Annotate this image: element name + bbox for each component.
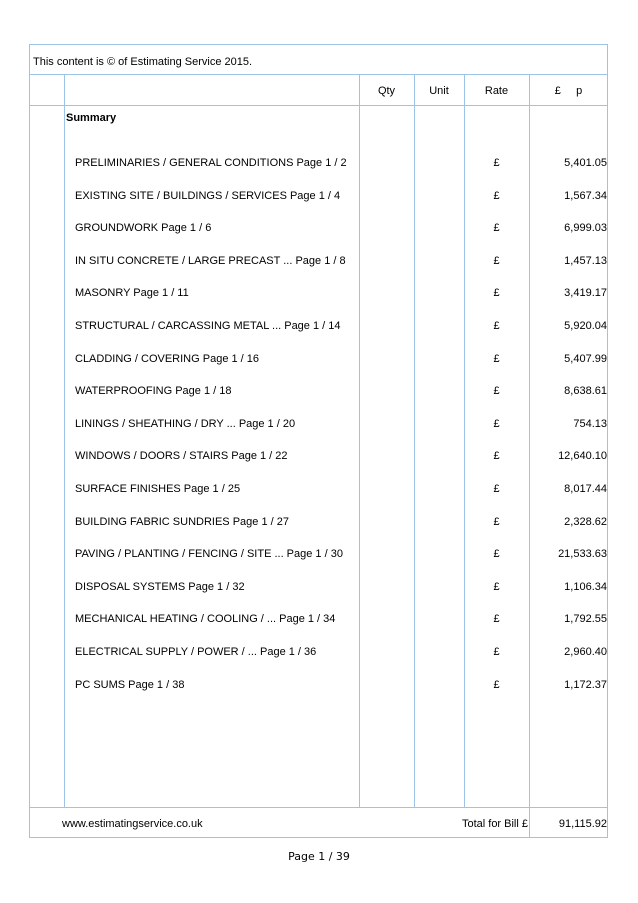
item-currency: £ xyxy=(493,548,500,560)
item-currency: £ xyxy=(493,418,500,430)
item-currency: £ xyxy=(493,222,500,234)
item-description: MECHANICAL HEATING / COOLING / ... Page 1 / 34 xyxy=(75,613,336,625)
item-description: EXISTING SITE / BUILDINGS / SERVICES Page 1 / 4 xyxy=(75,190,341,202)
column-header-divider xyxy=(29,105,608,106)
item-description: MASONRY Page 1 / 11 xyxy=(75,287,189,299)
item-amount: 754.13 xyxy=(573,418,607,430)
item-amount: 2,960.40 xyxy=(564,646,607,658)
item-description: PC SUMS Page 1 / 38 xyxy=(75,679,185,691)
section-title: Summary xyxy=(66,112,117,124)
item-amount: 2,328.62 xyxy=(564,516,607,528)
item-amount: 1,172.37 xyxy=(564,679,607,691)
rate-header: Rate xyxy=(484,85,509,97)
item-amount: 8,017.44 xyxy=(564,483,607,495)
item-description: ELECTRICAL SUPPLY / POWER / ... Page 1 / 36 xyxy=(75,646,317,658)
item-amount: 5,407.99 xyxy=(564,353,607,365)
item-currency: £ xyxy=(493,646,500,658)
item-amount: 3,419.17 xyxy=(564,287,607,299)
item-description: PRELIMINARIES / GENERAL CONDITIONS Page 1 / 2 xyxy=(75,157,347,169)
qty-header: Qty xyxy=(377,85,396,97)
item-amount: 5,401.05 xyxy=(564,157,607,169)
item-description: WATERPROOFING Page 1 / 18 xyxy=(75,385,232,397)
item-amount: 5,920.04 xyxy=(564,320,607,332)
item-amount: 1,106.34 xyxy=(564,581,607,593)
item-amount: 8,638.61 xyxy=(564,385,607,397)
header-divider xyxy=(29,74,608,75)
item-currency: £ xyxy=(493,320,500,332)
copyright-notice: This content is © of Estimating Service 2015. xyxy=(33,56,253,68)
item-amount: 6,999.03 xyxy=(564,222,607,234)
item-description: PAVING / PLANTING / FENCING / SITE ... Page 1 / 30 xyxy=(75,548,343,560)
footer-divider xyxy=(29,807,608,808)
item-currency: £ xyxy=(493,255,500,267)
item-amount: 21,533.63 xyxy=(558,548,607,560)
item-currency: £ xyxy=(493,287,500,299)
rate-column-line xyxy=(464,74,465,807)
item-currency: £ xyxy=(493,516,500,528)
item-description: SURFACE FINISHES Page 1 / 25 xyxy=(75,483,241,495)
item-amount: 1,457.13 xyxy=(564,255,607,267)
item-description: DISPOSAL SYSTEMS Page 1 / 32 xyxy=(75,581,245,593)
item-description: LININGS / SHEATHING / DRY ... Page 1 / 20 xyxy=(75,418,296,430)
qty-column-line xyxy=(359,74,360,807)
total-value: 91,115.92 xyxy=(558,818,607,830)
total-label: Total for Bill £ xyxy=(461,818,528,830)
item-description: CLADDING / COVERING Page 1 / 16 xyxy=(75,353,260,365)
item-currency: £ xyxy=(493,353,500,365)
amount-header: £ p xyxy=(554,85,583,97)
item-currency: £ xyxy=(493,581,500,593)
item-description: GROUNDWORK Page 1 / 6 xyxy=(75,222,212,234)
website-link[interactable]: www.estimatingservice.co.uk xyxy=(62,818,203,830)
item-currency: £ xyxy=(493,450,500,462)
item-description: STRUCTURAL / CARCASSING METAL ... Page 1 / 14 xyxy=(75,320,341,332)
page-number: Page 1 / 39 xyxy=(288,850,350,863)
item-currency: £ xyxy=(493,190,500,202)
unit-header: Unit xyxy=(429,85,449,97)
item-currency: £ xyxy=(493,385,500,397)
item-amount: 12,640.10 xyxy=(558,450,607,462)
item-currency: £ xyxy=(493,157,500,169)
item-amount: 1,792.55 xyxy=(564,613,607,625)
item-description: BUILDING FABRIC SUNDRIES Page 1 / 27 xyxy=(75,516,289,528)
item-amount: 1,567.34 xyxy=(564,190,607,202)
unit-column-line xyxy=(414,74,415,807)
item-currency: £ xyxy=(493,679,500,691)
item-description: IN SITU CONCRETE / LARGE PRECAST ... Page 1 / 8 xyxy=(75,255,346,267)
margin-column-line xyxy=(64,74,65,807)
item-description: WINDOWS / DOORS / STAIRS Page 1 / 22 xyxy=(75,450,288,462)
item-currency: £ xyxy=(493,613,500,625)
item-currency: £ xyxy=(493,483,500,495)
